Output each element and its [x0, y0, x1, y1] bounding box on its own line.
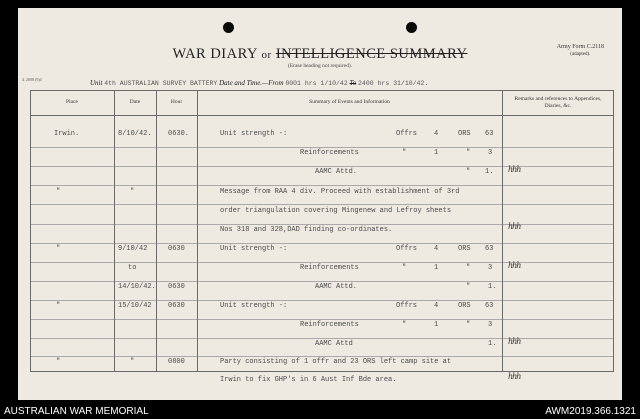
col-rule — [114, 90, 115, 372]
ditto-mark: " — [402, 321, 407, 329]
army-form-sub: (adapted). — [570, 51, 591, 57]
row-rule — [30, 319, 614, 320]
entry-text: Irwin to fix GHP's in 6 Aust Inf Bde area. — [220, 376, 397, 384]
row-rule — [30, 166, 614, 167]
title-or: or — [261, 49, 272, 61]
unit-value: 4th AUSTRALIAN SURVEY BATTERY — [104, 80, 218, 87]
entry-place: Irwin. — [54, 130, 80, 138]
army-form-label — [557, 44, 604, 58]
print-code: 4. 2008 (9)4 — [22, 77, 42, 82]
entry-text: Reinforcements — [300, 149, 359, 157]
ditto-mark: " — [402, 264, 407, 272]
col-rule — [30, 90, 31, 372]
entry-place: " — [56, 188, 61, 196]
header-rule — [30, 115, 614, 116]
archive-caption: AUSTRALIAN WAR MEMORIAL — [4, 406, 149, 417]
entry-date: 9/10/42 — [118, 245, 148, 253]
entry-text: Message from RAA 4 div. Proceed with establishment of 3rd — [220, 188, 460, 196]
entry-ors-count: 63 — [485, 130, 494, 138]
entry-hour: 0630. — [168, 130, 190, 138]
entry-count: 1 — [434, 321, 439, 329]
initials-signature: hhh — [508, 372, 521, 381]
row-rule — [30, 147, 614, 148]
title-intelligence-summary: INTELLIGENCE SUMMARY — [275, 46, 468, 62]
row-rule — [30, 262, 614, 263]
ditto-mark: " — [466, 321, 471, 329]
entry-text: AAMC Attd. — [315, 168, 358, 176]
erase-note: (Erase heading not required). — [287, 63, 353, 69]
entry-date: 14/10/42. — [118, 283, 156, 291]
entry-count: 1. — [485, 168, 494, 176]
initials-signature: hhh — [508, 261, 521, 270]
entry-date: " — [130, 188, 135, 196]
header-hour: Hour — [170, 99, 183, 106]
row-rule — [30, 224, 614, 225]
entry-offrs-label: Offrs — [396, 245, 418, 253]
row-rule — [30, 185, 614, 186]
entry-text: Unit strength -: — [220, 302, 288, 310]
entry-text: order triangulation covering Mingenew and Lefroy sheets — [220, 207, 452, 215]
entry-count: 1 — [434, 264, 439, 272]
diary-table — [30, 90, 614, 372]
col-rule — [502, 90, 503, 372]
entry-offrs-count: 4 — [434, 130, 439, 138]
entry-text: Unit strength -: — [220, 130, 288, 138]
entry-ors-label: ORS — [458, 130, 471, 138]
entry-date: 15/10/42 — [118, 302, 152, 310]
initials-signature: hhh — [508, 337, 521, 346]
initials-signature: hhh — [508, 222, 521, 231]
col-rule — [156, 90, 157, 372]
archive-reference: AWM2019.366.1321 — [545, 406, 636, 417]
entry-text: Nos 318 and 328,DAD finding co-ordinates. — [220, 226, 393, 234]
entry-count: 3 — [488, 149, 493, 157]
entry-text: Reinforcements — [300, 264, 359, 272]
unit-label: Unit — [90, 79, 103, 87]
header-date: Date — [129, 99, 141, 106]
entry-hour: 0630 — [168, 245, 185, 253]
ditto-mark: " — [402, 149, 407, 157]
header-remarks: Remarks and references to Appendices, Diaries, &c. — [514, 95, 602, 109]
entry-hour: 0800 — [168, 358, 185, 366]
entry-text: AAMC Attd — [315, 340, 353, 348]
entry-offrs-count: 4 — [434, 245, 439, 253]
entry-count: 3 — [488, 321, 493, 329]
from-value: 0001 hrs 1/10/42 — [285, 80, 348, 87]
row-rule — [30, 243, 614, 244]
diary-sheet — [18, 8, 622, 400]
to-label: To — [349, 79, 357, 87]
entry-text: Party consisting of 1 offr and 23 ORS left camp site at — [220, 358, 452, 366]
entry-ors-count: 63 — [485, 245, 494, 253]
to-value: 2400 hrs 31/10/42. — [358, 80, 429, 87]
ditto-mark: " — [466, 149, 471, 157]
row-rule — [30, 204, 614, 205]
entry-count: 1. — [488, 283, 497, 291]
entry-ors-label: ORS — [458, 245, 471, 253]
entry-place: " — [56, 302, 61, 310]
header-place: Place — [66, 99, 78, 106]
row-rule — [30, 338, 614, 339]
entry-offrs-label: Offrs — [396, 302, 418, 310]
punch-hole-right — [406, 22, 417, 33]
col-rule — [613, 90, 614, 372]
entry-text: Unit strength -: — [220, 245, 288, 253]
entry-date: to — [128, 264, 137, 272]
page-title — [18, 46, 622, 63]
table-bottom-rule — [30, 371, 614, 372]
punch-hole-left — [223, 22, 234, 33]
entry-hour: 0630 — [168, 283, 185, 291]
header-summary: Summary of Events and Information — [309, 99, 390, 106]
entry-count: 1 — [434, 149, 439, 157]
ditto-mark: " — [466, 168, 471, 176]
entry-ors-count: 63 — [485, 302, 494, 310]
unit-line — [90, 79, 428, 87]
entry-text: AAMC Attd. — [315, 283, 358, 291]
entry-date: " — [130, 358, 135, 366]
entry-text: Reinforcements — [300, 321, 359, 329]
entry-hour: 0630 — [168, 302, 185, 310]
entry-count: 1. — [488, 340, 497, 348]
title-war-diary: WAR DIARY — [172, 46, 258, 62]
initials-signature: hhh — [508, 165, 521, 174]
row-rule — [30, 281, 614, 282]
entry-place: " — [56, 245, 61, 253]
row-rule — [30, 356, 614, 357]
entry-ors-label: ORS — [458, 302, 471, 310]
date-time-label: Date and Time.—From — [219, 79, 284, 87]
entry-offrs-label: Offrs — [396, 130, 418, 138]
entry-offrs-count: 4 — [434, 302, 439, 310]
ditto-mark: " — [466, 283, 471, 291]
army-form-number: Army Form C.2118 — [556, 44, 604, 50]
col-rule — [197, 90, 198, 372]
entry-date: 8/10/42. — [118, 130, 152, 138]
entry-place: " — [56, 358, 61, 366]
ditto-mark: " — [466, 264, 471, 272]
row-rule — [30, 300, 614, 301]
entry-count: 3 — [488, 264, 493, 272]
